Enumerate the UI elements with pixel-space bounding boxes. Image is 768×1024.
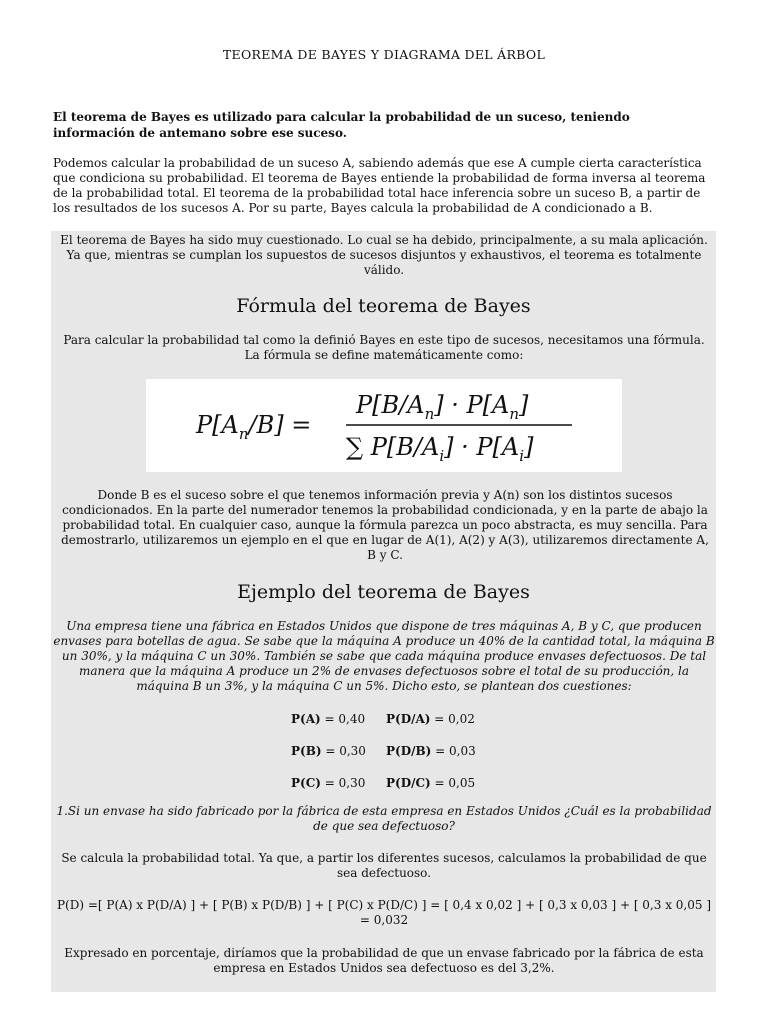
formula-intro-paragraph: Para calcular la probabilidad tal como la definió Bayes en este tipo de sucesos, necesitamos una fórmula. La fórmula se define matemáticamente como: [63,333,705,362]
intro-bold-text: El teorema de Bayes es utilizado para calcular la probabilidad de un suceso, teniendo información de antemano sobre ese suceso. [53,110,630,140]
answer-calculation: P(D) =[ P(A) x P(D/A) ] + [ P(B) x P(D/B) ] + [ P(C) x P(D/C) ] = [ 0,4 x 0,02 ] + [ 0,3 x 0,03 ] + [ 0,3 x 0,05 ] = 0,032 [56,898,712,927]
answer-percent-paragraph: Expresado en porcentaje, diríamos que la probabilidad de que un envase fabricado por la fábrica de esta empresa en Estados Unidos sea defectuoso es del 3,2%. [64,946,704,975]
probability-prior: P(A) = 0,40 [291,712,366,726]
formula-explanation-paragraph: Donde B es el suceso sobre el que tenemos información previa y A(n) son los distintos sucesos condicionados. En la parte del numerador tenemos la probabilidad condicionada, y en la parte de abajo la probabilidad total. En cualquier caso, aunque la fórmula parezca un poco abstracta, es muy sencilla. Para demostrarlo, utilizaremos un ejemplo en el que en lugar de A(1), A(2) y A(3), utilizaremos directamente A, B y C. [61,488,709,562]
probability-conditional: P(D/C) = 0,05 [386,776,476,790]
formula-numerator: $P[B/A_n] \cdot P[A_n]$ [356,391,529,423]
formula-denominator: ∑ $P[B/A_i] \cdot P[A_i]$ [346,433,534,465]
gray-content-panel [51,231,716,992]
question-1: 1.Si un envase ha sido fabricado por la fábrica de esta empresa en Estados Unidos ¿Cuál es la probabilidad de que sea defectuoso? [56,804,712,833]
answer-intro-paragraph: Se calcula la probabilidad total. Ya que, a partir los diferentes sucesos, calculamos la probabilidad de que sea defectuoso. [61,851,707,880]
document-title: TEOREMA DE BAYES Y DIAGRAMA DEL ÁRBOL [222,47,546,62]
criticism-paragraph: El teorema de Bayes ha sido muy cuestionado. Lo cual se ha debido, principalmente, a su mala aplicación. Ya que, mientras se cumplan los supuestos de sucesos disjuntos y exhaustivos, el teorema es totalmente válido. [60,233,708,277]
probability-prior: P(C) = 0,30 [291,776,366,790]
probability-conditional: P(D/A) = 0,02 [386,712,475,726]
bayes-formula-image [146,379,622,472]
formula-heading: Fórmula del teorema de Bayes [236,295,531,317]
example-paragraph: Una empresa tiene una fábrica en Estados Unidos que dispone de tres máquinas A, B y C, que producen envases para botellas de agua. Se sabe que la máquina A produce un 40% de la cantidad total, la máquina B un 30%, y la máquina C un 30%. También se sabe que cada máquina produce envases defectuosos. De tal manera que la máquina A produce un 2% de envases defectuosos sobre el total de su producción, la máquina B un 3%, y la máquina C un 5%. Dicho esto, se plantean dos cuestiones: [53,619,715,693]
probability-conditional: P(D/B) = 0,03 [386,744,476,758]
probability-prior: P(B) = 0,30 [291,744,366,758]
formula-lhs: $P[A_n/B]$ = [196,411,312,443]
intro-paragraph: Podemos calcular la probabilidad de un suceso A, sabiendo además que ese A cumple cierta característica que condiciona su probabilidad. El teorema de Bayes entiende la probabilidad de forma inversa al teorema de la probabilidad total. El teorema de la probabilidad total hace inferencia sobre un suceso B, a partir de los resultados de los sucesos A. Por su parte, Bayes calcula la probabilidad de A condicionado a B. [53,156,706,215]
example-heading: Ejemplo del teorema de Bayes [237,581,530,603]
